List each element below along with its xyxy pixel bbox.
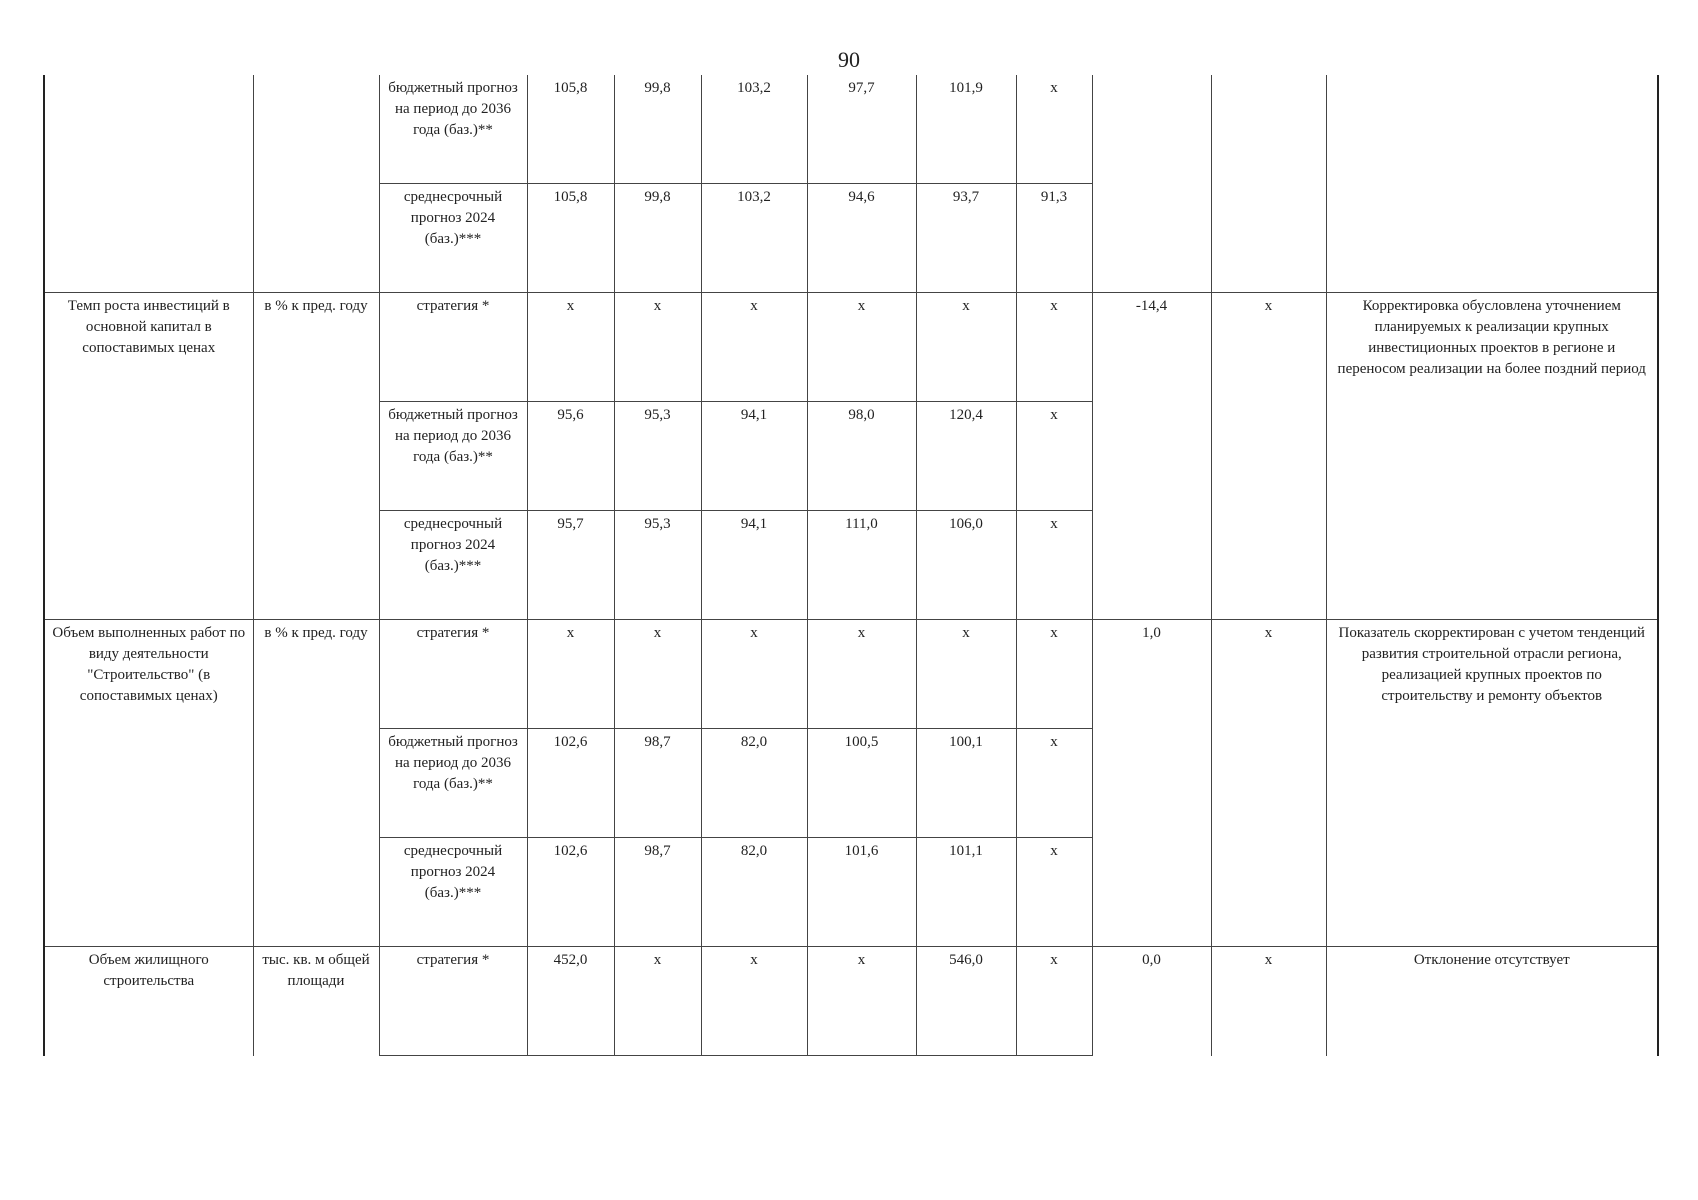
value-cell: х [701, 620, 807, 729]
forecast-type-cell: бюджетный прогноз на период до 2036 года (баз.)** [379, 75, 527, 184]
value-cell: 95,3 [614, 402, 701, 511]
comment-cell: Отклонение отсутствует [1326, 947, 1658, 1056]
value-cell: 103,2 [701, 184, 807, 293]
value-cell: х [1016, 729, 1092, 838]
indicator-name-cell: Объем выполненных работ по виду деятельности "Строительство" (в сопоставимых ценах) [44, 620, 253, 947]
value-cell: 99,8 [614, 184, 701, 293]
forecast-type-cell: бюджетный прогноз на период до 2036 года (баз.)** [379, 402, 527, 511]
value-cell: х [807, 620, 916, 729]
table-row [44, 620, 1658, 729]
value-cell: 452,0 [527, 947, 614, 1056]
forecast-type-cell: стратегия * [379, 293, 527, 402]
value-cell: 102,6 [527, 729, 614, 838]
indicator-name-cell: Темп роста инвестиций в основной капитал в сопоставимых ценах [44, 293, 253, 620]
value-cell: 105,8 [527, 75, 614, 184]
value-cell: 105,8 [527, 184, 614, 293]
unit-cell [253, 75, 379, 293]
value-cell: 111,0 [807, 511, 916, 620]
value-cell: х [614, 947, 701, 1056]
value-cell: 120,4 [916, 402, 1016, 511]
comment-cell: Корректировка обусловлена уточнением планируемых к реализации крупных инвестиционных проектов в регионе и переносом реализации на более поздний период [1326, 293, 1658, 620]
value-cell: х [1016, 75, 1092, 184]
value-cell: 94,6 [807, 184, 916, 293]
forecast-type-cell: среднесрочный прогноз 2024 (баз.)*** [379, 511, 527, 620]
value-cell: х [1016, 511, 1092, 620]
value-cell: х [807, 293, 916, 402]
mark-cell: х [1211, 947, 1326, 1056]
value-cell: х [1016, 947, 1092, 1056]
value-cell: 95,6 [527, 402, 614, 511]
unit-cell: тыс. кв. м общей площади [253, 947, 379, 1056]
mark-cell: х [1211, 620, 1326, 947]
value-cell: 98,7 [614, 729, 701, 838]
value-cell: 93,7 [916, 184, 1016, 293]
value-cell: х [701, 293, 807, 402]
indicators-table [43, 75, 1659, 1056]
mark-cell: х [1211, 293, 1326, 620]
value-cell: 98,7 [614, 838, 701, 947]
value-cell: 101,9 [916, 75, 1016, 184]
value-cell: х [1016, 293, 1092, 402]
indicator-name-cell [44, 75, 253, 293]
value-cell: 103,2 [701, 75, 807, 184]
value-cell: х [916, 293, 1016, 402]
value-cell: 99,8 [614, 75, 701, 184]
value-cell: х [701, 947, 807, 1056]
value-cell: х [527, 293, 614, 402]
forecast-type-cell: бюджетный прогноз на период до 2036 года (баз.)** [379, 729, 527, 838]
table-row [44, 293, 1658, 402]
value-cell: х [1016, 402, 1092, 511]
value-cell: х [614, 620, 701, 729]
forecast-type-cell: среднесрочный прогноз 2024 (баз.)*** [379, 838, 527, 947]
value-cell: х [916, 620, 1016, 729]
value-cell: 95,7 [527, 511, 614, 620]
value-cell: 100,5 [807, 729, 916, 838]
value-cell: 100,1 [916, 729, 1016, 838]
forecast-type-cell: стратегия * [379, 947, 527, 1056]
deviation-cell: -14,4 [1092, 293, 1211, 620]
value-cell: 102,6 [527, 838, 614, 947]
value-cell: 101,1 [916, 838, 1016, 947]
mark-cell [1211, 75, 1326, 293]
unit-cell: в % к пред. году [253, 293, 379, 620]
value-cell: 98,0 [807, 402, 916, 511]
comment-cell: Показатель скорректирован с учетом тенденций развития строительной отрасли региона, реализацией крупных проектов по строительству и ремонту объектов [1326, 620, 1658, 947]
value-cell: 94,1 [701, 402, 807, 511]
value-cell: х [807, 947, 916, 1056]
table-row [44, 75, 1658, 184]
value-cell: 546,0 [916, 947, 1016, 1056]
indicator-name-cell: Объем жилищного строительства [44, 947, 253, 1056]
deviation-cell: 0,0 [1092, 947, 1211, 1056]
value-cell: 91,3 [1016, 184, 1092, 293]
forecast-type-cell: стратегия * [379, 620, 527, 729]
value-cell: 82,0 [701, 838, 807, 947]
deviation-cell: 1,0 [1092, 620, 1211, 947]
value-cell: 95,3 [614, 511, 701, 620]
value-cell: х [1016, 838, 1092, 947]
value-cell: 101,6 [807, 838, 916, 947]
value-cell: х [614, 293, 701, 402]
unit-cell: в % к пред. году [253, 620, 379, 947]
comment-cell [1326, 75, 1658, 293]
value-cell: х [527, 620, 614, 729]
value-cell: 97,7 [807, 75, 916, 184]
table-row [44, 947, 1658, 1056]
value-cell: 82,0 [701, 729, 807, 838]
deviation-cell [1092, 75, 1211, 293]
value-cell: х [1016, 620, 1092, 729]
forecast-type-cell: среднесрочный прогноз 2024 (баз.)*** [379, 184, 527, 293]
value-cell: 94,1 [701, 511, 807, 620]
value-cell: 106,0 [916, 511, 1016, 620]
page-number: 90 [838, 47, 860, 72]
